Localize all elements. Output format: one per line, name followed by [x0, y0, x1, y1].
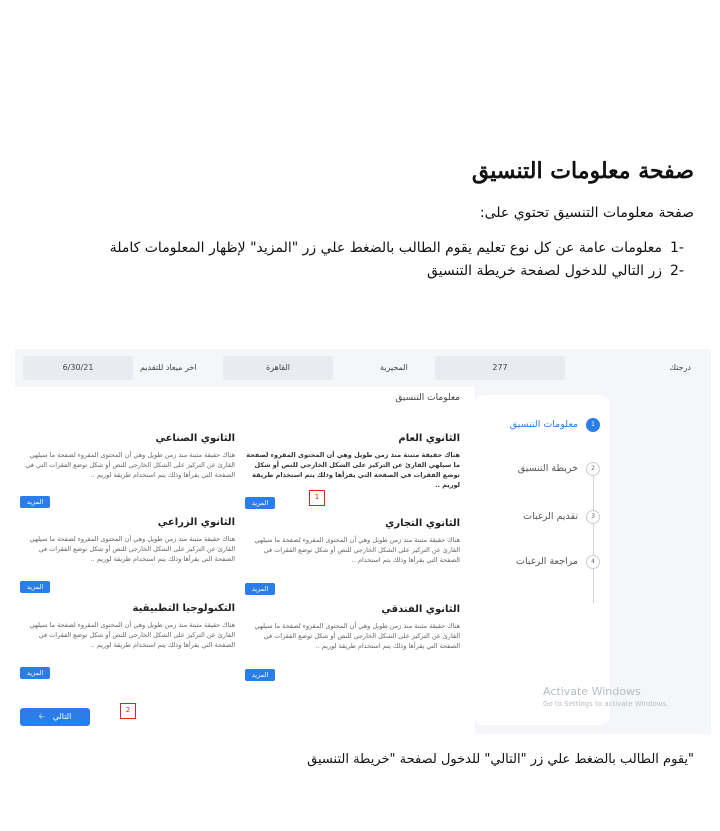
card-title: الثانوي التجاري — [385, 518, 460, 529]
deadline-label: اخر ميعاد للتقديم — [140, 363, 197, 372]
card-applied-tech — [20, 603, 235, 650]
card-general — [245, 433, 460, 490]
card-text: هناك حقيقة مثبتة منذ زمن طويل وهي أن المحتوى المقروء لصفحة ما سيلهي القارئ عن التركيز على الشكل الخارجي للنص أو شكل توضع الفقرات في الصفحة التي يقرأها وذلك يتم استخدام طريقة لوريم .. — [29, 621, 235, 649]
degree-label: درجتك — [669, 363, 691, 372]
card-agricultural — [20, 517, 235, 564]
card-text: هناك حقيقة مثبتة منذ زمن طويل وهي أن المحتوى المقروء لصفحة ما سيلهي القارئ عن التركيز على الشكل الخارجي للنص أو شكل توضع الفقرات في الصفحة التي يقرأها وذلك يتم استخدام .. — [254, 536, 460, 564]
info-bar — [15, 349, 711, 387]
step-number: 3 — [586, 510, 600, 524]
card-commercial — [245, 518, 460, 565]
section-title: معلومات التنسيق — [395, 393, 460, 403]
step-number: 2 — [586, 462, 600, 476]
doc-heading: صفحة معلومات التنسيق — [471, 158, 694, 184]
card-title: الثانوي الزراعي — [157, 517, 235, 528]
governorate-value: القاهرة — [223, 356, 333, 380]
step-coordination-info[interactable] — [480, 418, 600, 432]
governorate-label: المحيرية — [380, 363, 408, 372]
doc-caption: "يقوم الطالب بالضغط علي زر "التالي" للدخول لصفحة "خريطة التنسيق — [307, 752, 694, 767]
stepper-line — [593, 463, 594, 603]
card-title: الثانوي العام — [398, 433, 460, 444]
more-button[interactable]: المزيد — [245, 497, 275, 509]
more-button[interactable]: المزيد — [20, 581, 50, 593]
annotation-marker-2: 2 — [120, 703, 136, 719]
list-number: -1 — [670, 240, 684, 256]
doc-intro: صفحة معلومات التنسيق تحتوي على: — [479, 205, 694, 221]
card-title: الثانوي الصناعي — [155, 433, 235, 444]
list-number: -2 — [670, 263, 684, 279]
more-button[interactable]: المزيد — [20, 667, 50, 679]
windows-watermark — [543, 685, 668, 708]
stepper — [474, 395, 610, 725]
card-text: هناك حقيقة مثبتة منذ زمن طويل وهي أن المحتوى المقروء لصفحة ما سيلهي القارئ عن التركيز على الشكل الخارجي للنص أو شكل توضع الفقرات في الصفحة التي يقرأها وذلك يتم استخدام طريقة لوريم .. — [246, 451, 460, 489]
card-industrial — [20, 433, 235, 480]
next-label: التالي — [52, 712, 72, 721]
list-item — [110, 260, 694, 283]
step-label: معلومات التنسيق — [509, 419, 578, 430]
deadline-value: 6/30/21 — [23, 356, 133, 380]
step-review-wishes[interactable] — [480, 555, 600, 569]
watermark-subtitle: Go to Settings to activate Windows. — [543, 700, 669, 708]
list-item — [110, 237, 694, 260]
degree-value: 277 — [435, 356, 565, 380]
card-text: هناك حقيقة مثبتة منذ زمن طويل وهي أن المحتوى المقروء لصفحة ما سيلهي القارئ عن التركيز على الشكل الخارجي للنص أو شكل توضع الفقرات في الصفحة التي يقرأها وذلك يتم استخدام طريقة لوريم .. — [254, 622, 460, 650]
card-hotel — [245, 604, 460, 651]
step-label: خريطة التنسيق — [517, 463, 578, 474]
step-submit-wishes[interactable] — [480, 510, 600, 524]
list-text: زر التالي للدخول لصفحة خريطة التنسيق — [427, 263, 662, 279]
annotation-marker-1: 1 — [309, 490, 325, 506]
step-coordination-map[interactable] — [480, 462, 600, 476]
app-screenshot — [15, 349, 711, 734]
watermark-title: Activate Windows — [543, 685, 641, 698]
list-text: معلومات عامة عن كل نوع تعليم يقوم الطالب بالضغط علي زر "المزيد" لإظهار المعلومات كاملة — [109, 240, 662, 256]
next-button[interactable] — [20, 708, 90, 726]
card-title: الثانوي الفندقي — [381, 604, 460, 615]
main-content — [15, 387, 475, 734]
card-title: التكنولوجيا التطبيقية — [132, 603, 235, 614]
more-button[interactable]: المزيد — [20, 496, 50, 508]
arrow-left-icon: 🡠 — [38, 712, 46, 721]
card-text: هناك حقيقة مثبتة منذ زمن طويل وهي أن المحتوى المقروء لصفحة ما سيلهي القارئ عن التركيز على الشكل الخارجي للنص أو شكل توضع الفقرات في الصفحة التي يقرأها وذلك يتم استخدام طريقة لوريم .. — [29, 535, 235, 563]
step-label: تقديم الرغبات — [523, 511, 578, 522]
more-button[interactable]: المزيد — [245, 669, 275, 681]
card-text: هناك حقيقة مثبتة منذ زمن طويل وهي أن المحتوى المقروء لصفحة ما سيلهي القارئ عن التركيز على الشكل الخارجي للنص أو شكل توضع الفقرات التي في الصفحة التي يقرأها وذلك يتم استخدام طريقة لوريم .. — [25, 451, 235, 479]
step-label: مراجعة الرغبات — [516, 556, 578, 567]
doc-list — [110, 237, 694, 283]
step-number: 4 — [586, 555, 600, 569]
more-button[interactable]: المزيد — [245, 583, 275, 595]
step-number: 1 — [586, 418, 600, 432]
